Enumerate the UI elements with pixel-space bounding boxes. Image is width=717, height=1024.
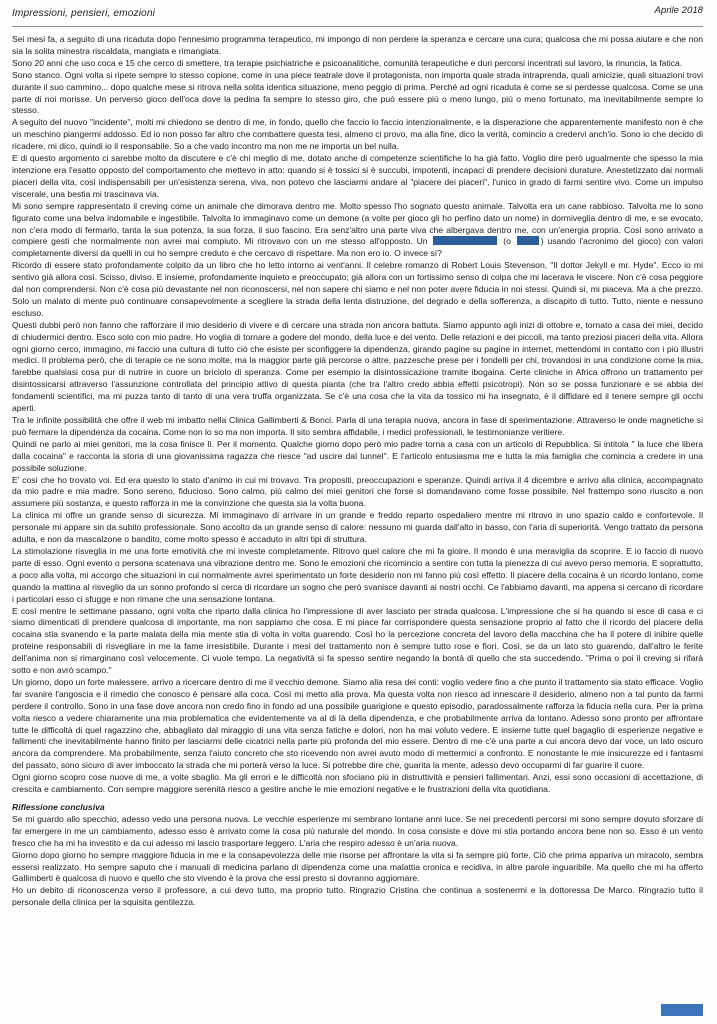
body-paragraph: La stimolazione risveglia in me una forte emotività che mi investe completamente. Ritrovo quel calore che mi fa gioire. Il mondo è una meraviglia da scoprire. E io faccio di nuovo parte di esso. Ogni evento o persona scatenava una vibrazione dentro me. Sono le emozioni che ricomincio a sentire con tutta la pienezza di cui avevo perso memoria. E soprattutto, a poco alla volta, mi accorgo che situazioni in cui normalmente avrei sperimentato un forte desiderio non mi fanno più così effetto. Il piacere della cocaina è un ricordo lontano, come quando la mattina al risveglio da un sonno profondo si cerca di ricordare un sogno che però svanisce davanti ai nostri occhi. Ce l'abbiamo davanti, ma appena si cercano di ricordare i particolari esso ci sfugge e non rimane che una sensazione lontana.	[12, 545, 703, 604]
reflection-paragraph: Se mi guardo allo specchio, adesso vedo una persona nuova. Le vecchie esperienze mi sembrano lontane anni luce. Se nei precedenti percorsi mi sono sempre dovuto sforzare di far emergere in me un cambiamento, adesso esso è arrivato come la cosa più naturale del mondo. In cosa consiste e dove mi stia portando ancora bene non so. Esso è un vento fresco che ha mi ha investito e da cui adesso mi lascio trasportare leggero. L'aria che respiro adesso è un'aria nuova.	[12, 813, 703, 848]
body-paragraph: A seguito del nuovo "incidente", molti mi chiedono se dentro di me, in fondo, quello che faccio lo faccio intenzionalmente, e la disperazione che apparentemente manifesto non è che un meschino piangermi addosso. Ed io non posso far altro che combattere questa tesi, almeno ci provo, ma alla fine, dico la verità, comincio a credervi anch'io. Sono io che decido di ricadere, mi dico, quindi io il responsabile. So a che vado incontro ma non me ne importa un bel nulla.	[12, 117, 703, 152]
body-paragraph: Tra le infinite possibilità che offre il web mi imbatto nella Clinica Gallimberti & Bonci. Parla di una terapia nuova, ancora in fase di sperimentazione. Attraverso le onde magnetiche si può fermare la dipendenza da cocaina. Come non lo so ma non importa. Il sito sembra affidabile, i medici professionali, le testimonianze veritiere.	[12, 415, 703, 437]
body-paragraph: La clinica mi offre un grande senso di sicurezza. Mi immaginavo di arrivare in un grande e freddo reparto ospedaliero mentre mi ritrovo in uno spazio caldo e confortevole. Il personale mi appare sin da subito professionale. Sono accolto da un grande senso di calore: nessuno mi guarda dall'alto in basso, con l'aria di superiorità. Vengo trattato da persona adulta, e non da mascalzone o bandito, come molto spesso è accaduto in altri tipi di struttura.	[12, 510, 703, 545]
body-paragraph: Mi sono sempre rappresentato il creving come un animale che dimorava dentro me. Molto spesso l'ho sognato questo animale. Talvolta era un cane rabbioso. Talvolta me lo sono figurato come una belva indomabile e ingestibile. Talvolta lo immaginavo come un demone (a volte per gioco gli ho perfino dato un nome) in dormiveglia dentro di me, e se evocato, non c'era modo di fermarlo, tanta la sua potenza, la sua forza, il suo fascino. Era senz'altro una parte viva che albergava dentro me, con un'energia propria. Così sono arrivato a compiere gesti che normalmente non avrei mai compiuto. Mi ritrovavo con un me stesso all'opposto. Un (o ) usando l'acronimo del gioco) con valori completamente diversi da quelli in cui ho sempre creduto e che cercavo di rispettare. Ma non ero io. O invece sì?	[12, 200, 704, 259]
body-paragraph: E di questo argomento ci sarebbe molto da discutere e c'è chi meglio di me, dotato anche di competenze scientifiche lo ha già fatto. Voglio dire però ugualmente che spesso la mia intenzione era l'esatto opposto del comportamento che mettevo in atto: quando si è tossici si è succubi, impotenti, incapaci di prendere decisioni durature. Anestetizzato dai normali piaceri della vita, così indispensabili per un'esistenza serena, viva, non potevo che lasciarmi andare al "piacere dei piaceri", l'unico in grado di farmi sentire vivo. Come un impulso viscerale, una bestia mi trascinava via.	[12, 153, 703, 199]
body-paragraph: Questi dubbi però non fanno che rafforzare il mio desiderio di vivere e di cercare una strada non ancora battuta. Siamo appunto agli inizi di ottobre e, tornato a casa dei miei, decido di chiudermici dentro. Esco solo con mio padre. Ho voglia di tornare a godere del mondo, della luce e del vento. Delle relazioni e dei piccoli, ma tanto preziosi piaceri della vita. Allora ogni giorno cerco, immagino, mi faccio una cultura di tutto ciò che esiste per sconfiggere la dipendenza, girando pagine su pagine in internet, mettendomi in contatto con i più illustri medici. Il problema però, che di terapie ce ne sono molte, ma la maggior parte già percorse o altre, pazzesche prese per i fondelli per chi, trovandosi in una condizione come la mia, farebbe qualsiasi cosa pur di nutrire in cuore un briciolo di speranza. Come per esempio la disintossicazione tramite ibogaina. Certe cliniche in Africa offrono un trattamento per disintossicarsi attraverso l'assunzione controllata del principio attivo di questa pianta (che tra l'altro credo abbia effetti psicotropi). Non so se possa funzionare e se abbia dei fondamenti scientifici, ma mi puzza tanto di tanto di una vera truffa organizzata. Se c'è una cosa che la vita da tossico mi ha insegnato, è il diffidare ed il tenere sempre gli occhi aperti.	[12, 319, 703, 414]
page-marker-box	[661, 1004, 703, 1016]
document-body	[12, 34, 703, 909]
redaction-box	[517, 236, 539, 245]
body-paragraph: E così mentre le settimane passano, ogni volta che riparto dalla clinica ho l'impressione di aver lasciato per strada qualcosa. L'impressione che si ha quando si esce di casa e ci siamo dimenticati di prendere qualcosa di importante, ma non sappiamo che cosa. E mi piace far corrispondere questa sensazione proprio al fatto che il ricordo del piacere della cocaina stia svanendo e la parte malata della mia mente stia di volta in volta guarendo. Così ho la percezione concreta del lavoro della macchina che ha il potere di inibire quelle proteine responsabili di risvegliare in me la fame irresistibile. Durante i mesi del trattamento non è sempre tutto rose e fiori. Così, se da un lato sto guarendo, dall'altro le ferite dell'anima non si rimarginano così velocemente. Ci vuole tempo. La negatività si fa spesso sentire negando la bontà di quello che sta succedendo. "Prima o poi il creving si rifarà sotto e non avrò scampo."	[12, 605, 703, 676]
body-paragraph: E' così che ho trovato voi. Ed era questo lo stato d'animo in cui mi trovavo. Tra propositi, preoccupazioni e speranze. Quindi arriva il 4 dicembre e arrivo alla clinica, accompagnato da mio padre e mia madre. Sono sereno, fiducioso. Sono calmo, più calmo dei miei genitori che forse si domandavano come fosse possibile. Nel frattempo sono riuscito a non assumere più sostanza, e questo rafforza in me la convinzione che questa sia la volta buona.	[12, 474, 703, 509]
reflection-paragraph: Ho un debito di riconoscenza verso il professore, a cui devo tutto, ma proprio tutto. Ringrazio Cristina che continua a sostenermi e la dottoressa De Marco. Ringrazio tutto il personale della clinica per la squisita gentilezza.	[12, 885, 703, 908]
redaction-box	[433, 236, 497, 245]
body-paragraph: Un giorno, dopo un forte malessere, arrivo a ricercare dentro di me il vecchio demone. Siamo alla resa dei conti: voglio vedere fino a che punto il trattamento sia stato efficace. Voglio far svanire l'angoscia e il rimedio che conosco è pensare alla coca. Così mi metto alla prova. Ma questa volta non riesco ad innescare il desiderio, almeno non a tal punto da farmi perdere il controllo. Sono in una fase dove ancora non credo fino in fondo ad una possibile guarigione e questo episodio, paradossalmente rafforza la fiducia nella cura. Per la prima volta riesco a vedere chiaramente una mia problematica che evidentemente va al di là della dipendenza, e che probabilmente arriva da lontano. Adesso sono pronto per affrontare tutte le difficoltà di quel ragazzino che, abbagliato dal miraggio di una vita senza fatiche e dolori, non ha mai voluto vedere. E insieme tutte quel bagaglio di esperienze negative e fallimenti che inevitabilmente hanno finito per lasciarmi delle cicatrici nella parte più profonda del mio essere. Dentro di me c'è una parte a cui ancora devo dar voce, un lato oscuro ancora da comprendere. Ma probabilmente, senza l'aiuto concreto che sto ricevendo non avrei avuto modo di mettermici a confronto. E nonostante le mie insicurezze ed i fantasmi del passato, sono sicuro di aver imboccato la strada che mi porterà verso la luce. Si potrebbe dire che, guarita la mente, adesso devo occuparmi di far guarire il cuore.	[12, 676, 703, 771]
page-header	[12, 4, 703, 26]
reflection-paragraph: Giorno dopo giorno ho sempre maggiore fiducia in me e la consapevolezza delle mie risorse per affrontare la vita si fa sempre più forte. Ciò che prima appariva un miracolo, sembra essersi realizzato. Ho sempre saputo che i manuali di medicina parlano di dipendenza come una malattia cronica e recidiva, in altre parole inguaribile. Ma quello che mi ha offerto Gallimberti è qualcosa di nuovo e quello che sto vivendo è la prova che essi presto si dovranno aggiornare.	[12, 849, 703, 884]
header-divider	[12, 26, 703, 27]
body-paragraph: Sono stanco. Ogni volta si ripete sempre lo stesso copione, come in una piece teatrale dove il protagonista, non importa quale strada intraprenda, quali amicizie, quali situazioni trovi durante il suo cammino... dopo qualche mese si ritrova nella solita identica situazione, meno peggio di prima. Perché ad ogni ricaduta è come se si perdesse qualcosa. Come se una parte di noi morisse. Un perverso gioco dell'oca dove la pedina fa sempre lo stesso giro, che può essere più o meno lungo, più o meno fortunato, ma inevitabilmente sempre lo stesso.	[12, 69, 703, 116]
body-paragraph: Sei mesi fa, a seguito di una ricaduta dopo l'ennesimo programma terapeutico, mi impongo di non perdere la speranza e cercare una cura; qualcosa che mi possa aiutare e che non sia la solita minestra riscaldata, mangiata e rimangiata.	[12, 34, 703, 56]
body-paragraph: Ricordo di essere stato profondamente colpito da un libro che ho letto intorno ai vent'anni. Il celebre romanzo di Robert Louis Stevenson, "Il dottor Jekyll e mr. Hyde". Ecco io mi sentivo già allora così. Scisso, diviso. E insieme, profondamente inquieto e preoccupato; già allora con un fortissimo senso di colpa che mi lacerava le viscere. Non c'è cosa peggiore dal non comprendersi. Non c'è cosa più devastante nel non riconoscersi, nel non sapere chi siamo e nel non poter avere fiducia in noi stessi. Quindi sì, mi piaceva. Ma a che prezzo. Solo un malato di mente può continuare consapevolmente a scegliere la strada della lenta distruzione, del degrado e della sofferenza, a discapito di tutto. Tutto, niente e nessuno escluso.	[12, 260, 703, 318]
document-title: Impressioni, pensieri, emozioni	[12, 8, 155, 19]
document-date: Aprile 2018	[654, 5, 703, 16]
body-paragraph: Ogni giorno scopro cose nuove di me, a volte sbaglio. Ma gli errori e le difficoltà non sfociano più in distruttività e pensieri fallimentari. Anzi, essi sono occasioni di accettazione, di crescita e cambiamento. Con sempre maggiore serenità riesco a gestire anche le mie emozioni negative e le frustrazioni della vita quotidiana.	[12, 772, 703, 795]
body-paragraph: Sono 20 anni che uso coca e 15 che cerco di smettere, tra terapie psichiatriche e psicoanalitiche, comunità terapeutiche e duri percorsi incentrati sul lavoro, la rinuncia, la fatica.	[12, 57, 683, 68]
body-paragraph: Quindi ne parlo ai miei genitori, ma la cosa finisce lì. Per il momento. Qualche giorno dopo però mio padre torna a casa con un articolo di Repubblica. Si intitola " la luce che libera dalla cocaina" e racconta la storia di una giovanissima ragazza che riesce "ad uscire dal tunnel". E l'articolo entusiasma me e tutta la mia famiglia che comincia a credere in una possibile soluzione.	[12, 438, 703, 473]
section-heading: Riflessione conclusiva	[12, 802, 105, 812]
